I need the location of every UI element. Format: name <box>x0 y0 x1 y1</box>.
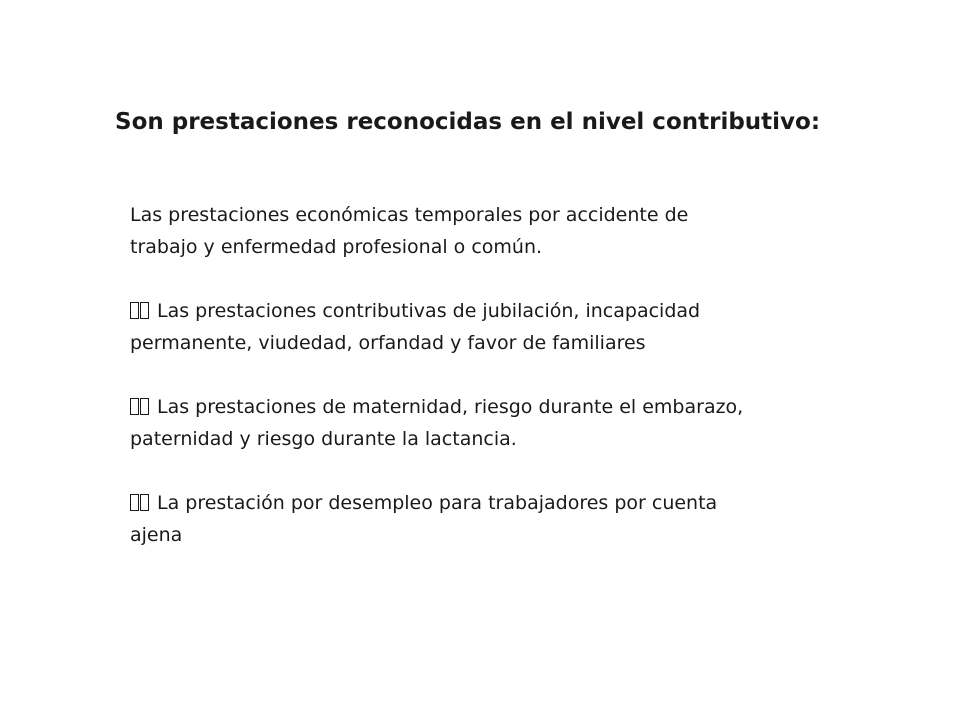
missing-glyph-box-icon <box>130 295 150 327</box>
paragraph-unemployment-benefit <box>130 487 850 551</box>
paragraph-line: Las prestaciones económicas temporales por accidente de <box>130 204 689 226</box>
paragraph-line: La prestación por desempleo para trabajadores por cuenta <box>157 492 718 514</box>
paragraph-maternity-benefits <box>130 391 850 455</box>
paragraph-temporary-benefits <box>130 199 850 263</box>
paragraph-spacer <box>130 359 850 391</box>
paragraph-contributory-benefits <box>130 295 850 359</box>
missing-glyph-box-icon <box>130 391 150 423</box>
paragraph-line: Las prestaciones de maternidad, riesgo durante el embarazo, <box>157 396 744 418</box>
paragraph-spacer <box>130 263 850 295</box>
paragraph-line: permanente, viudedad, orfandad y favor de familiares <box>130 332 646 354</box>
slide-content <box>130 199 850 551</box>
slide-title: Son prestaciones reconocidas en el nivel contributivo: <box>115 109 821 135</box>
paragraph-line: ajena <box>130 524 183 546</box>
paragraph-line: Las prestaciones contributivas de jubilación, incapacidad <box>157 300 701 322</box>
paragraph-line: trabajo y enfermedad profesional o común. <box>130 236 543 258</box>
paragraph-line: paternidad y riesgo durante la lactancia. <box>130 428 517 450</box>
paragraph-spacer <box>130 455 850 487</box>
missing-glyph-box-icon <box>130 487 150 519</box>
